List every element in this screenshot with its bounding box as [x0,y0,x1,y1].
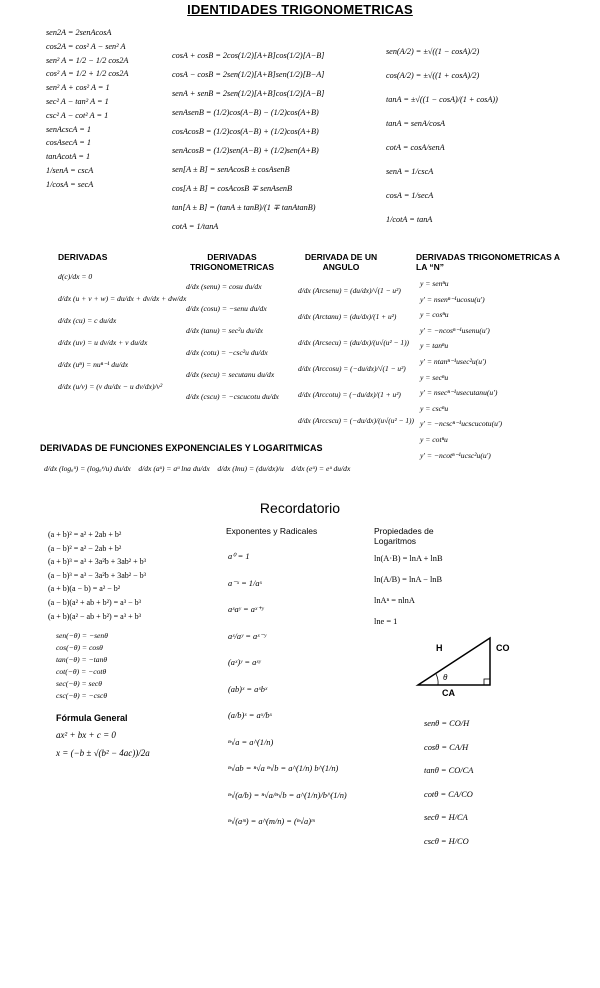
formula: y = cosⁿu [420,310,449,320]
exponentes-heading: Exponentes y Radicales [226,526,318,536]
exp-log-row [44,462,350,477]
formula: a⁻ˣ = 1/aˣ [228,578,262,588]
identity-line: cos2A = cos² A − sen² A [46,41,126,51]
formula: lnAⁿ = nlnA [374,596,415,605]
formula: (a + b)³ = a³ + 3a²b + 3ab² + b³ [48,557,147,567]
derivada-angulo-heading: DERIVADA DE UN ANGULO [304,252,378,272]
formula: ⁿ√(a/b) = ⁿ√a/ⁿ√b = a^(1/n)/b^(1/n) [228,790,347,800]
identity-line: tanA = ±√((1 − cosA)/(1 + cosA)) [386,95,498,104]
negative-angle-list [56,630,108,702]
formula: y = cotⁿu [420,434,448,444]
identity-line: cos² A = 1/2 + 1/2 cos2A [46,69,129,79]
identity-line: 1/cotA = tanA [386,215,433,224]
identity-line: cosA = 1/secA [386,191,434,200]
exp-log-heading: DERIVADAS DE FUNCIONES EXPONENCIALES Y LOGARITMICAS [40,443,323,453]
formula: (a − b)(a² + ab + b²) = a³ − b³ [48,597,142,607]
formula: d/dx (tanu) = sec²u du/dx [186,326,263,335]
formula: d/dx (Arccotu) = (−du/dx)/(1 + u²) [298,390,401,399]
identity-line: sen² A + cos² A = 1 [46,83,110,93]
formula: sen(−θ) = −senθ [56,631,108,640]
formula: cscθ = H/CO [424,836,469,846]
formula: d/dx (senu) = cosu du/dx [186,282,262,291]
formula: aˣ/aʸ = aˣ⁻ʸ [228,631,267,641]
formula: d/dx (cotu) = −csc²u du/dx [186,348,268,357]
identity-line: sen2A = 2senAcosA [46,28,112,37]
formula: (a − b)³ = a³ − 3a²b + 3ab² − b³ [48,570,147,580]
derivadas-n-heading: DERIVADAS TRIGONOMETRICAS A LA “N” [416,252,560,272]
formula: d/dx (secu) = secutanu du/dx [186,370,275,379]
identity-line: 1/senA = cscA [46,165,94,175]
identity-line: senA + senB = 2sen(1/2)[A+B]cos(1/2)[A−B] [172,89,325,98]
identity-line: csc² A − cot² A = 1 [46,110,109,120]
identity-line: senAcscA = 1 [46,124,91,134]
formula: (a + b)(a² − ab + b²) = a³ + b³ [48,611,142,621]
formula: d/dx (u/v) = (v du/dx − u dv/dx)/v² [58,382,163,391]
exponentes-list [228,544,347,836]
formula: cot(−θ) = −cotθ [56,667,107,676]
algebra-list [48,528,146,623]
derivadas-trig-list [186,276,279,408]
formula: tan(−θ) = −tanθ [56,655,108,664]
formula: (a − b)² = a² − 2ab + b² [48,543,122,553]
right-triangle-diagram [410,630,520,700]
identity-line: tan[A ± B] = (tanA ± tanB)/(1 ∓ tanAtanB) [172,203,316,212]
trig-ratios-list [424,712,473,853]
identities-col-2 [172,46,324,236]
formula: d/dx (eᵘ) = eᵘ du/dx [291,464,351,473]
formula: d/dx (Arctanu) = (du/dx)/(1 + u²) [298,312,397,321]
derivada-angulo-list [298,278,414,434]
formula: y' = nsecⁿ⁻¹usecutanu(u') [420,388,498,398]
formula: d/dx (lnu) = (du/dx)/u [217,464,284,473]
formula: d/dx (cu) = c du/dx [58,316,117,325]
triangle-label-co: CO [496,643,510,653]
logaritmos-heading: Propiedades de Logaritmos [374,526,434,546]
page-title: IDENTIDADES TRIGONOMETRICAS [187,2,413,17]
identity-line: cos[A ± B] = cosAcosB ∓ senAsenB [172,184,292,193]
formula: d/dx (aᵘ) = aᵘ lna du/dx [138,464,210,473]
formula: d/dx (cosu) = −senu du/dx [186,304,267,313]
identity-line: cosA − cosB = 2sen(1/2)[A+B]sen(1/2)[B−A] [172,70,325,79]
recordatorio-heading: Recordatorio [259,500,341,516]
identity-line: cosAsecA = 1 [46,138,91,148]
formula: d/dx (Arcsenu) = (du/dx)/√(1 − u²) [298,286,401,295]
identity-line: sec² A − tan² A = 1 [46,96,109,106]
identity-line: sen² A = 1/2 − 1/2 cos2A [46,55,129,65]
formula: ln(A·B) = lnA + lnB [374,554,443,563]
formula: y = cscⁿu [420,403,449,413]
triangle-shape [418,638,490,685]
triangle-label-h: H [436,643,443,653]
formula: cosθ = CA/H [424,742,469,752]
formula: (a + b)² = a² + 2ab + b² [48,530,122,539]
identity-line: cosAcosB = (1/2)cos(A−B) + (1/2)cos(A+B) [172,127,319,136]
formula: d/dx (logₐᵘ) = (logₐᵉ/u) du/dx [44,464,131,473]
identity-line: tanAcotA = 1 [46,152,91,162]
formula: cotθ = CA/CO [424,789,473,799]
formula: y' = −ncosⁿ⁻¹usenu(u') [420,325,490,335]
derivadas-heading: DERIVADAS [58,252,108,262]
formula: tanθ = CO/CA [424,766,474,775]
identities-col-1 [46,26,128,192]
quadratic-equation: ax² + bx + c = 0 [56,730,116,740]
formula: y' = ntanⁿ⁻¹usec²u(u') [420,356,487,366]
identity-line: cotA = cosA/senA [386,143,445,152]
formula: ⁿ√ab = ⁿ√a ⁿ√b = a^(1/n) b^(1/n) [228,764,339,773]
identity-line: tanA = senA/cosA [386,119,446,128]
identity-line: senA = 1/cscA [386,167,434,176]
identity-line: 1/cosA = secA [46,179,94,189]
derivadas-list [58,266,186,398]
formula: a⁰ = 1 [228,552,250,561]
identities-col-3 [386,40,498,232]
identity-line: cos(A/2) = ±√((1 + cosA)/2) [386,71,480,80]
identity-line: senAsenB = (1/2)cos(A−B) − (1/2)cos(A+B) [172,108,319,117]
identity-line: sen(A/2) = ±√((1 − cosA)/2) [386,47,480,56]
formula: d/dx (Arccscu) = (−du/dx)/(u√(u² − 1)) [298,416,414,425]
formula: senθ = CO/H [424,719,470,728]
formula: y' = −ncotⁿ⁻¹ucsc²u(u') [420,450,491,460]
derivadas-trig-heading: DERIVADAS TRIGONOMETRICAS [189,252,275,272]
derivadas-n-list [420,276,502,463]
triangle-label-ca: CA [442,688,455,698]
formula: secθ = H/CA [424,813,468,822]
triangle-label-theta: θ [443,673,448,682]
formula: lne = 1 [374,617,398,626]
formula: d/dx (Arcsecu) = (du/dx)/(u√(u² − 1)) [298,338,409,347]
formula: (a/b)ˣ = aˣ/bˣ [228,711,272,720]
formula: ln(A/B) = lnA − lnB [374,575,443,584]
formula: (a + b)(a − b) = a² − b² [48,584,121,594]
identity-line: sen[A ± B] = senAcosB ± cosAsenB [172,165,290,174]
formula: d(c)/dx = 0 [58,272,93,281]
formula: aˣaʸ = aˣ⁺ʸ [228,605,264,614]
formula: (ab)ˣ = aˣbˣ [228,684,268,694]
formula: csc(−θ) = −cscθ [56,691,108,700]
identity-line: cotA = 1/tanA [172,222,219,231]
formula: y = tanⁿu [420,341,449,351]
formula: (aˣ)ʸ = aˣʸ [228,658,261,667]
formula: ⁿ√a = a^(1/n) [228,737,274,747]
formula: d/dx (u + v + w) = du/dx + dv/dx + dw/dx [58,294,187,303]
formula: d/dx (uⁿ) = nuⁿ⁻¹ du/dx [58,360,129,369]
formula: d/dx (uv) = u dv/dx + v du/dx [58,338,148,347]
angle-arc [436,674,438,685]
logaritmos-list [374,548,443,632]
formula: d/dx (cscu) = −cscucotu du/dx [186,392,279,401]
formula: cos(−θ) = cosθ [56,643,103,652]
formula: d/dx (Arccosu) = (−du/dx)/√(1 − u²) [298,364,406,373]
formula: y = secⁿu [420,372,449,382]
formula: ⁿ√(aᵐ) = a^(m/n) = (ⁿ√a)ᵐ [228,817,315,826]
formula: y' = nsenⁿ⁻¹ucosu(u') [420,294,485,304]
identity-line: cosA + cosB = 2cos(1/2)[A+B]cos(1/2)[A−B] [172,51,325,60]
formula: y' = −ncscⁿ⁻¹ucscucotu(u') [420,419,503,429]
quadratic-solution: x = (−b ± √(b² − 4ac))/2a [56,748,150,758]
right-angle-mark [484,679,490,685]
formula-general-heading: Fórmula General [56,713,128,723]
formula: y = senⁿu [420,279,449,288]
identity-line: senAcosB = (1/2)sen(A−B) + (1/2)sen(A+B) [172,146,319,155]
formula: sec(−θ) = secθ [56,679,102,688]
